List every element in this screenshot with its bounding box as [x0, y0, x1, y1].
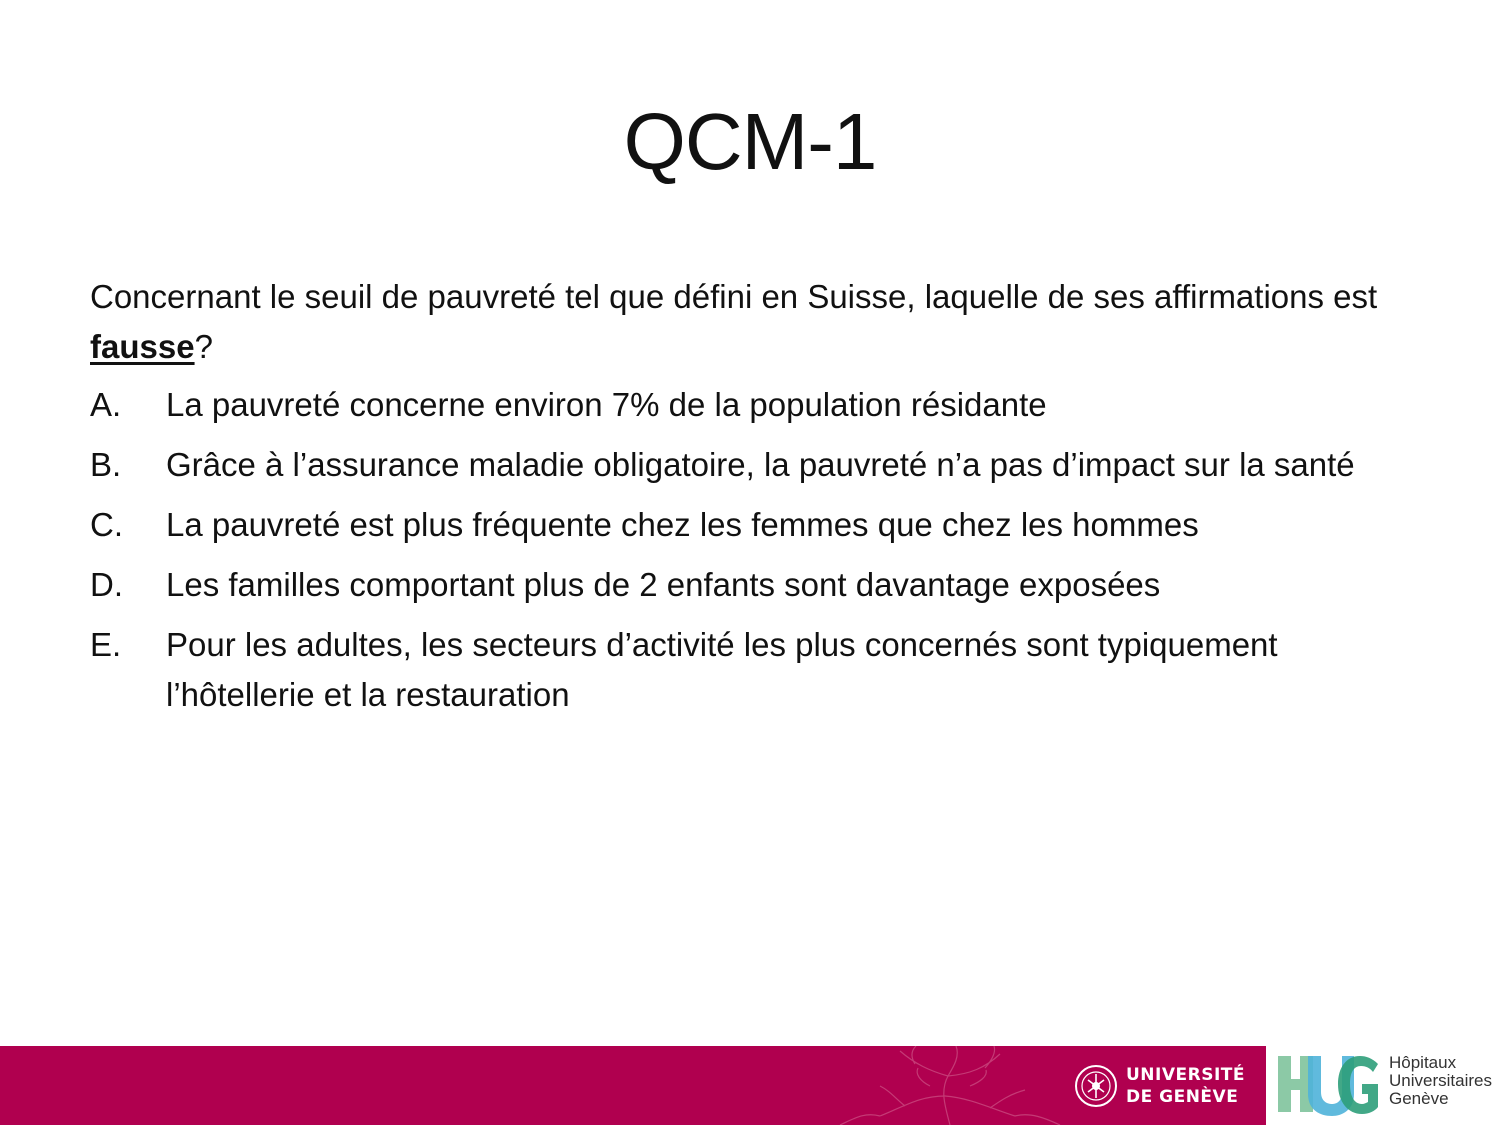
footer: [0, 1046, 1500, 1125]
option-e: [90, 620, 1410, 720]
option-c: [90, 500, 1410, 550]
option-d: [90, 560, 1410, 610]
question-text-end: ?: [194, 328, 213, 365]
hug-line-3: Genève: [1389, 1089, 1449, 1108]
hug-wordmark: [1389, 1054, 1492, 1108]
option-letter: E.: [90, 626, 122, 663]
option-a: [90, 380, 1410, 430]
vein-pattern-icon: [820, 1046, 1080, 1125]
hug-logo-mark-icon: [1276, 1052, 1380, 1118]
option-text: Les familles comportant plus de 2 enfants sont davantage exposées: [166, 566, 1161, 603]
slide-body: [90, 272, 1410, 730]
option-letter: A.: [90, 386, 122, 423]
question-emphasis: fausse: [90, 328, 195, 365]
hug-line-1: Hôpitaux: [1389, 1053, 1457, 1072]
option-letter: D.: [90, 566, 123, 603]
unige-line-2: DE GENÈVE: [1126, 1087, 1239, 1107]
hug-logo: [1266, 1046, 1500, 1125]
option-text: Pour les adultes, les secteurs d’activité les plus concernés sont typiquement l’hôtellerie et la restauration: [166, 626, 1278, 713]
unige-logo: [1074, 1062, 1245, 1110]
option-text: Grâce à l’assurance maladie obligatoire, la pauvreté n’a pas d’impact sur la santé: [166, 446, 1355, 483]
hug-line-2: Universitaires: [1389, 1071, 1492, 1090]
option-text: La pauvreté est plus fréquente chez les femmes que chez les hommes: [166, 506, 1199, 543]
unige-wordmark: [1126, 1064, 1245, 1108]
option-text: La pauvreté concerne environ 7% de la population résidante: [166, 386, 1047, 423]
slide-title: QCM-1: [623, 97, 877, 186]
option-letter: B.: [90, 446, 122, 483]
unige-line-1: UNIVERSITÉ: [1126, 1065, 1245, 1085]
answer-options: [90, 380, 1410, 720]
question-text: [90, 272, 1410, 372]
option-letter: C.: [90, 506, 123, 543]
footer-band: [0, 1046, 1266, 1125]
option-b: [90, 440, 1410, 490]
question-text-start: Concernant le seuil de pauvreté tel que défini en Suisse, laquelle de ses affirmations est: [90, 278, 1378, 315]
university-seal-icon: [1074, 1064, 1118, 1108]
